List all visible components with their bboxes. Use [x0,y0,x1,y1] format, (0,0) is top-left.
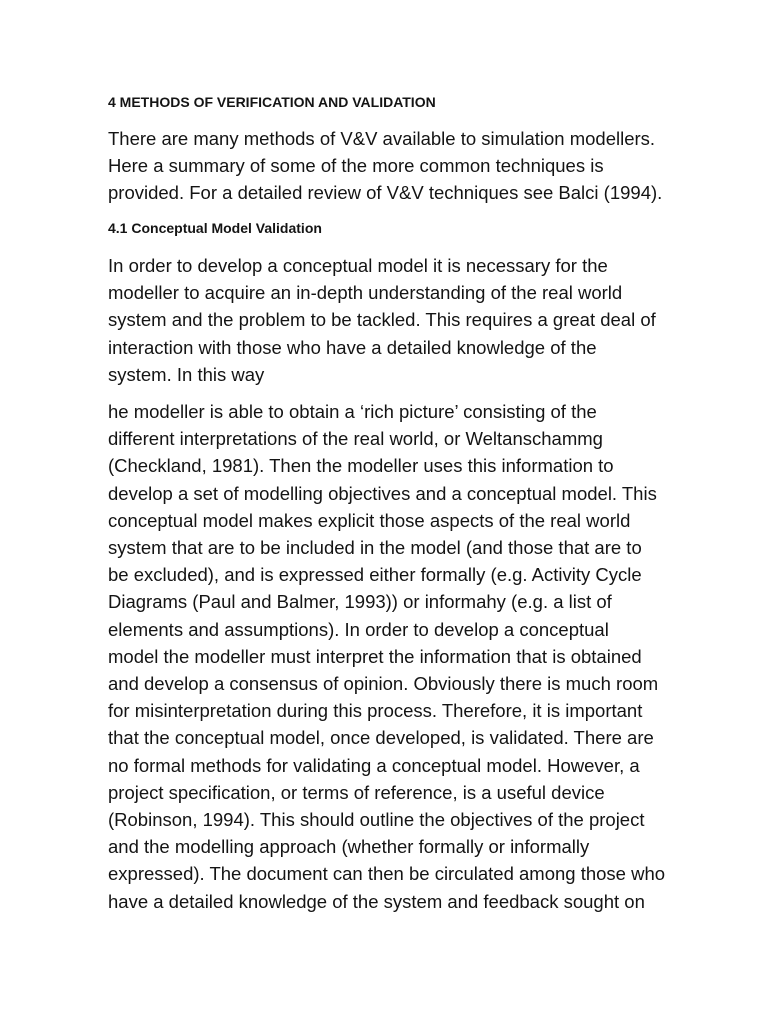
intro-paragraph: There are many methods of V&V available to simulation modellers. Here a summary of some of the more common techniques is provided. For a detailed review of V&V techniques see Balci (1994). [108,128,663,204]
subsection-heading: 4.1 Conceptual Model Validation [108,220,322,236]
body-paragraph-1: In order to develop a conceptual model it is necessary for the modeller to acquire an in-depth understanding of the real world system and the problem to be tackled. This requires a great deal of interaction with those who have a detailed knowledge of the system. In this way [108,255,656,385]
section-heading: 4 METHODS OF VERIFICATION AND VALIDATION [108,94,436,110]
body-paragraph-2: he modeller is able to obtain a ‘rich picture’ consisting of the different interpretations of the real world, or Weltanschammg (Checkland, 1981). Then the modeller uses this information to develop a set of modelling objectives and a conceptual model. This conceptual model makes explicit those aspects of the real world system that are to be included in the model (and those that are to be excluded), and is expressed either formally (e.g. Activity Cycle Diagrams (Paul and Balmer, 1993)) or informahy (e.g. a list of elements and assumptions). In order to develop a conceptual model the modeller must interpret the information that is obtained and develop a consensus of opinion. Obviously there is much room for misinterpretation during this process. Therefore, it is important that the conceptual model, once developed, is validated. There are no formal methods for validating a conceptual model. However, a project specification, or terms of reference, is a useful device (Robinson, 1994). This should outline the objectives of the project and the modelling approach (whether formally or informally expressed). The document can then be circulated among those who have a detailed knowledge of the system and feedback sought on [108,401,666,912]
